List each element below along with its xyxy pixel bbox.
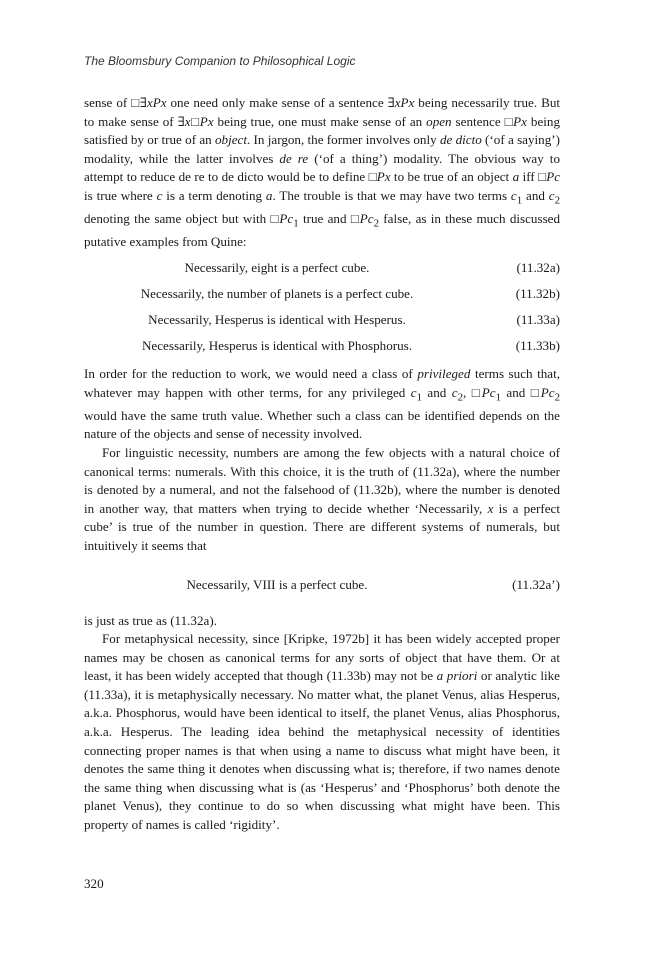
subscript: 1 [516,194,523,207]
text-span: false, as in these much discussed putative examples from Quine: [84,211,561,250]
text-span: (‘of a thing’) modality. The obvious way to attempt to reduce de re to de dicto would be to define [84,150,560,185]
text-span: is a perfect cube’ is true of the number in question. There are different systems of numerals, but intuitively it seems that [84,500,560,553]
text-span: or analytic like (11.33a), it is metaphysically necessary. No matter what, the planet Venus, alias Hesperus, a.k.a. Phosphorus, would have been identical to itself, the planet Venus, alias Phosphorus, a.k.a. Hesperus. The leading idea behind the metaphysical necessity of identities connecting proper names is that when using a name to discuss what might have been, it denotes the same thing it denotes when discussing what is; therefore, if two names denote the same thing when discussing what is (as ‘Hesperus’ and ‘Phosphorus’ both denote the planet Venus), they continue to do so when discussing what might have been. This property of names is called ‘rigidity’. [84,668,560,833]
text-span: being satisfied by or true of an [84,113,561,148]
text-span: For linguistic necessity, numbers are among the few objects with a natural choice of canonical terms: numerals. With this choice, it is the truth of (11.32a), where the number is denoted by a numeral, and not the falsehood of (11.32b), where the number is denoted in another way, that matters when trying to decide whether ‘Necessarily, [84,444,560,516]
text-span: sentence [451,113,505,129]
emphasis: a priori [436,668,478,684]
text-span: iff [519,169,539,185]
text-span: and [422,384,452,400]
text-span: In order for the reduction to work, we would need a class of [84,365,418,381]
formula: ∃xPx [387,95,415,110]
formula: □Pc [350,211,374,227]
text-span: . In jargon, the former involves only [246,132,440,148]
formula: c [156,187,163,203]
text-span: would have the same truth value. Whether such a class can be identified depends on the nature of the objects and sense of necessity involved. [84,407,560,442]
text-span: is a term denoting [162,187,266,203]
paragraph-2 [84,365,560,444]
equation-number: (11.32b) [515,285,560,301]
equation-text: Necessarily, the number of planets is a perfect cube. [140,285,414,301]
page-number: 320 [84,876,104,891]
text-span: (‘of a saying’) modality, while the latter involves [84,132,560,166]
body-text [84,94,560,835]
equation-11-32b [84,281,560,307]
text-span: to be true of an object [390,169,513,185]
formula: □Pc [471,384,496,400]
equation-text: Necessarily, eight is a perfect cube. [184,259,370,275]
equation-11-33b [84,333,560,359]
formula: □∃xPx [131,95,167,110]
emphasis: de dicto [439,132,482,148]
emphasis: de re [279,150,309,166]
paragraph-1 [84,94,560,252]
equation-11-33a [84,307,560,333]
text-span: terms such that, whatever may happen with other terms, for any privileged [84,365,560,400]
formula: c [410,384,417,400]
text-span: denoting the same object but with [84,211,271,227]
subscript: 1 [416,391,423,404]
equation-number: (11.33b) [515,337,560,353]
formula: □Pc [270,211,294,227]
formula: ∃x□Px [177,113,214,129]
subscript: 1 [495,391,502,404]
text-span: one need only make sense of a sentence [166,95,388,110]
equation-number: (11.32a’) [512,576,560,592]
formula: x [487,500,494,516]
emphasis: object [214,132,247,148]
formula: c [510,187,517,203]
equation-11-32a [84,255,560,281]
running-head: The Bloomsbury Companion to Philosophical Logic [84,54,356,68]
formula: c [451,384,458,400]
equation-11-32a-prime [84,572,560,598]
formula: c [548,187,555,203]
equation-block-2 [84,572,560,598]
subscript: 2 [457,391,464,404]
subscript: 2 [554,391,561,404]
text-span: true and [298,211,351,227]
formula: □Pc [530,384,555,400]
text-span: being true, one must make sense of an [213,113,427,129]
equation-text: Necessarily, Hesperus is identical with Hesperus. [148,311,406,327]
subscript: 2 [373,217,380,230]
text-span: For metaphysical necessity, since [Kripke, 1972b] it has been widely accepted proper names may be chosen as canonical terms for any sorts of object that have them. Or at least, it has been widely accepted that though (11.33b) may not be [84,631,560,684]
equation-text: Necessarily, VIII is a perfect cube. [186,576,368,592]
paragraph-3 [84,444,560,556]
text-span: sense of [84,95,132,110]
text-span: is true where [84,187,157,203]
emphasis: privileged [417,365,471,381]
subscript: 1 [293,217,299,230]
text-span: being necessarily true. But to make sense of [84,95,560,129]
equation-text: Necessarily, Hesperus is identical with Phosphorus. [141,337,413,353]
text-span: and [501,384,531,400]
text-span: . The trouble is that we may have two terms [272,187,511,203]
formula: □Px [368,169,391,185]
paragraph-5 [84,630,560,835]
equation-block-1 [84,255,560,359]
text-span: and [522,187,549,203]
formula: □Px [504,113,527,129]
paragraph-4: is just as true as (11.32a). [84,612,217,628]
equation-number: (11.32a) [516,259,560,275]
formula: a [265,187,273,203]
emphasis: open [426,113,452,129]
formula: a [512,169,520,185]
text-span: , [463,384,472,400]
formula: □Pc [538,169,561,185]
equation-number: (11.33a) [516,311,560,327]
subscript: 2 [554,194,561,207]
